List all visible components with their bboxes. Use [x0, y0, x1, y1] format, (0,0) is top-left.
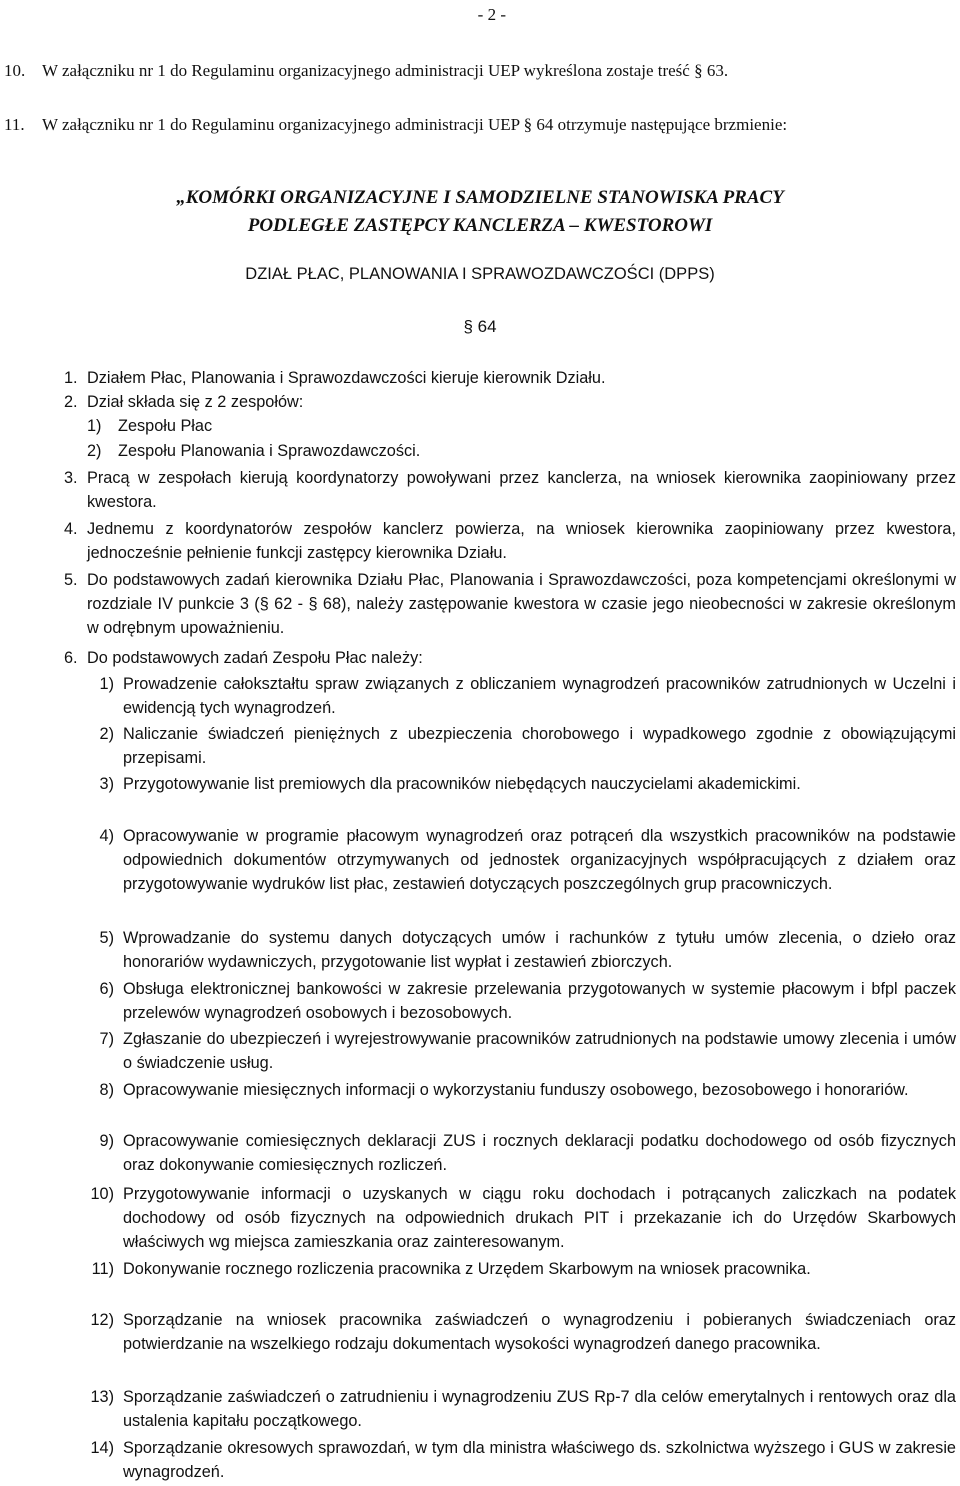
heading-line-1: „KOMÓRKI ORGANIZACYJNE I SAMODZIELNE STANOWISKA PRACY	[176, 187, 784, 208]
task-item: 4) Opracowywanie w programie płacowym wynagrodzeń oraz potrąceń dla wszystkich pracowników na podstawie odpowiednich dokumentów otrzymywanych od jednostek organizacyjnych współpracujących z działem oraz przygotowywanie wydruków list płac, zestawień dotyczących poszczególnych grup pracowniczych.	[99, 827, 956, 894]
team-1: 1) Zespołu Płac	[87, 417, 213, 435]
task-item: 6) Obsługa elektronicznej bankowości w zakresie przelewania przygotowanych w systemie płacowym i bfpl paczek przelewów wynagrodzeń osobowych i bezosobowych.	[99, 980, 956, 1023]
task-item: 1) Prowadzenie całokształtu spraw związanych z obliczaniem wynagrodzeń pracowników zatrudnionych w Uczelni i ewidencją tych wynagrodzeń.	[99, 675, 956, 718]
point-5: 5. Do podstawowych zadań kierownika Działu Płac, Planowania i Sprawozdawczości, poza kompetencjami określonymi w rozdziale IV punkcie 3 (§ 62 - § 68), należy zastępowanie kwestora w czasie jego nieobecności w zakresie określonym w odrębnym upoważnieniu.	[64, 571, 956, 638]
point-4: 4. Jednemu z koordynatorów zespołów kanclerz powierza, na wniosek kierownika zaopiniowany przez kwestora, jednocześnie pełnienie funkcji zastępcy kierownika Działu.	[64, 520, 956, 563]
team-2: 2) Zespołu Planowania i Sprawozdawczości.	[87, 442, 421, 460]
task-item: 3) Przygotowywanie list premiowych dla pracowników niebędących nauczycielami akademickimi.	[99, 775, 801, 793]
task-item: 8) Opracowywanie miesięcznych informacji o wykorzystaniu funduszy osobowego, bezosobowego i honorariów.	[99, 1081, 909, 1099]
point-3: 3. Pracą w zespołach kierują koordynatorzy powoływani przez kanclerza, na wniosek kierownika zaopiniowany przez kwestora.	[64, 469, 956, 512]
paragraph-sign: § 64	[463, 317, 497, 336]
task-item: 2) Naliczanie świadczeń pieniężnych z ubezpieczenia chorobowego i wypadkowego zgodnie z obowiązującymi przepisami.	[99, 725, 956, 768]
task-item: 5) Wprowadzanie do systemu danych dotyczących umów i rachunków z tytułu umów zlecenia, o dzieło oraz honorariów wydawniczych, przygotowanie list wypłat i zestawień zbiorczych.	[99, 929, 956, 972]
point-1: 1. Działem Płac, Planowania i Sprawozdawczości kieruje kierownik Działu.	[64, 369, 606, 387]
task-item: 13) Sporządzanie zaświadczeń o zatrudnieniu i wynagrodzeniu ZUS Rp-7 dla celów emerytalnych i rentowych oraz dla ustalenia kapitału początkowego.	[90, 1388, 956, 1431]
point-6: 6. Do podstawowych zadań Zespołu Płac należy:	[64, 649, 423, 667]
task-item: 9) Opracowywanie comiesięcznych deklaracji ZUS i rocznych deklaracji podatku dochodowego od osób fizycznych oraz dokonywanie comiesięcznych rozliczeń.	[99, 1132, 956, 1175]
heading-line-2: PODLEGŁE ZASTĘPCY KANCLERZA – KWESTOROWI	[247, 215, 713, 236]
page-number: - 2 -	[477, 5, 506, 24]
point-2: 2. Dział składa się z 2 zespołów:	[64, 393, 304, 411]
header-item-11: 11. W załączniku nr 1 do Regulaminu organizacyjnego administracji UEP § 64 otrzymuje następujące brzmienie:	[4, 112, 954, 138]
header-item-10: 10. W załączniku nr 1 do Regulaminu organizacyjnego administracji UEP wykreślona zostaje treść § 63.	[4, 61, 729, 80]
task-item: 14) Sporządzanie okresowych sprawozdań, w tym dla ministra właściwego ds. szkolnictwa wyższego i GUS w zakresie wynagrodzeń.	[90, 1439, 956, 1482]
task-item: 10) Przygotowywanie informacji o uzyskanych w ciągu roku dochodach i potrącanych zaliczkach na podatek dochodowy od osób fizycznych na odpowiednich drukach PIT i przekazanie ich do Urzędów Skarbowych właściwych wg miejsca zamieszkania oraz zainteresowanym.	[90, 1185, 956, 1252]
department-title: DZIAŁ PŁAC, PLANOWANIA I SPRAWOZDAWCZOŚCI (DPPS)	[245, 265, 715, 283]
task-item: 7) Zgłaszanie do ubezpieczeń i wyrejestrowywanie pracowników zatrudnionych na podstawie umowy zlecenia i umów o świadczenie usług.	[99, 1030, 956, 1073]
header-item-11-text: W załączniku nr 1 do Regulaminu organizacyjnego administracji UEP § 64 otrzymuje następujące brzmienie:	[42, 115, 788, 134]
task-item: 12) Sporządzanie na wniosek pracownika zaświadczeń o wynagrodzeniu i pobieranych świadczeniach oraz potwierdzanie na wszelkiego rodzaju dokumentach wysokości wynagrodzeń danego pracownika.	[90, 1311, 956, 1354]
task-item: 11) Dokonywanie rocznego rozliczenia pracownika z Urzędem Skarbowym na wniosek pracownika.	[91, 1260, 811, 1278]
